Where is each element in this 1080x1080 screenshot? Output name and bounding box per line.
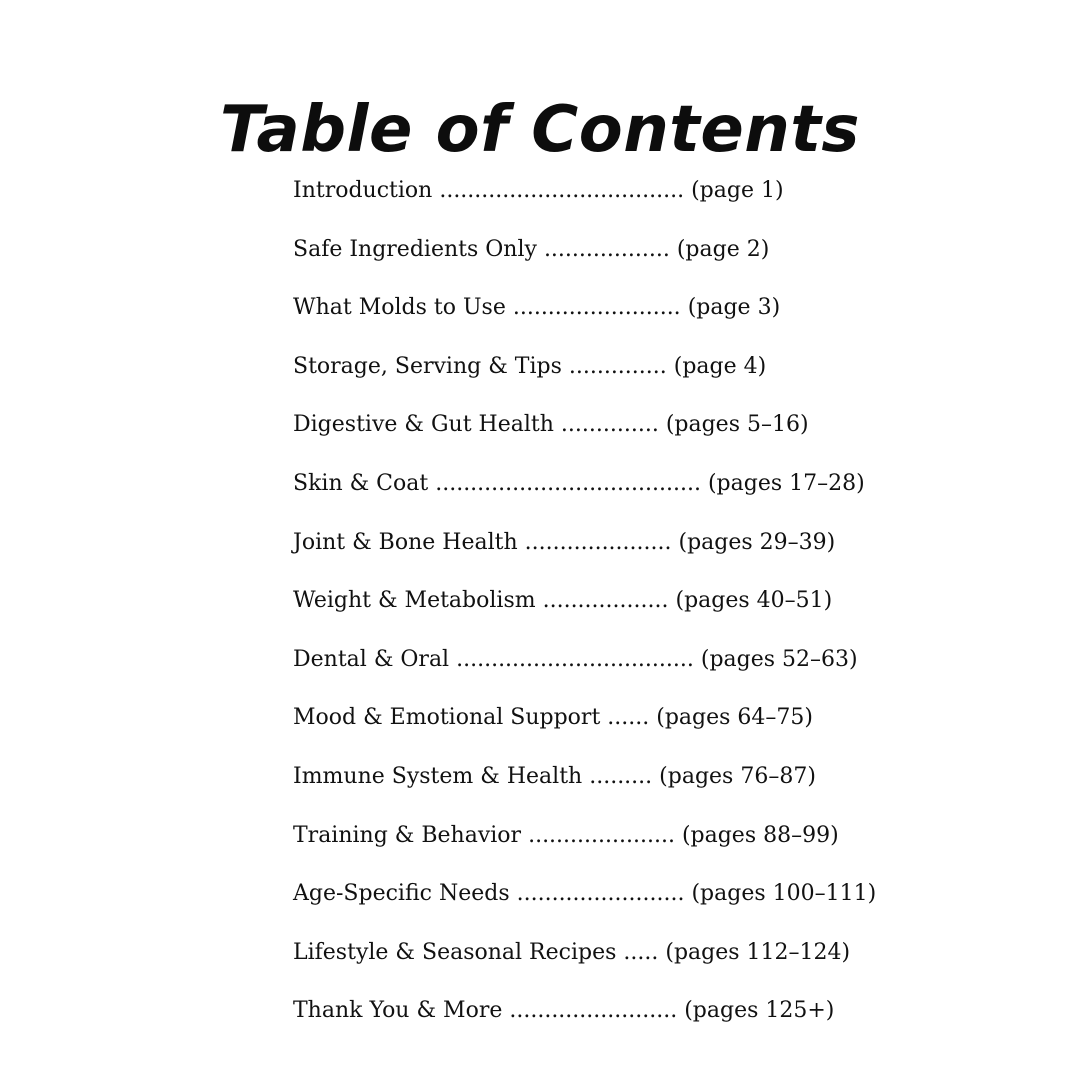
toc-leader-dots: ..................: [543, 236, 670, 262]
toc-entry-pages: (pages 76–87): [659, 763, 816, 789]
toc-entry-pages: (pages 52–63): [700, 646, 858, 672]
toc-entry-label: Training & Behavior: [293, 822, 522, 848]
toc-leader-dots: ........................: [516, 881, 685, 907]
toc-list: [293, 170, 877, 1049]
toc-entry-label: Lifestyle & Seasonal Recipes: [293, 939, 617, 965]
toc-entry-label: Immune System & Health: [293, 763, 583, 789]
toc-entry: [293, 463, 865, 522]
toc-leader-dots: .........: [589, 763, 653, 789]
toc-entry: [293, 580, 853, 639]
toc-leader-dots: .....................: [524, 529, 672, 555]
toc-leader-dots: ......: [607, 705, 650, 731]
toc-leader-dots: ..............: [560, 412, 659, 438]
toc-entry-pages: (page 2): [676, 236, 770, 262]
toc-entry: [293, 932, 853, 991]
toc-leader-dots: ..................: [542, 588, 669, 614]
toc-entry-pages: (pages 17–28): [707, 470, 865, 496]
toc-entry: [293, 873, 877, 932]
toc-entry-pages: (page 3): [687, 295, 781, 321]
toc-entry-label: Dental & Oral: [293, 646, 450, 672]
toc-entry-pages: (pages 88–99): [681, 822, 839, 848]
page-title: Table of Contents: [219, 92, 861, 167]
toc-entry-label: Skin & Coat: [293, 470, 429, 496]
toc-leader-dots: ......................................: [435, 470, 701, 496]
toc-leader-dots: .....: [623, 939, 659, 965]
toc-entry: [293, 815, 853, 874]
toc-entry: [293, 522, 853, 581]
toc-leader-dots: ..................................: [456, 646, 694, 672]
toc-entry: [293, 404, 853, 463]
toc-entry-label: Introduction: [293, 178, 433, 203]
toc-entry-pages: (pages 100–111): [691, 881, 877, 907]
toc-entry-pages: (pages 112–124): [665, 939, 851, 965]
toc-entry-label: What Molds to Use: [293, 295, 506, 321]
toc-entry: [293, 229, 853, 288]
toc-leader-dots: ..............: [568, 353, 667, 379]
toc-leader-dots: ........................: [512, 295, 681, 321]
toc-leader-dots: ...................................: [439, 178, 685, 203]
toc-entry-pages: (page 4): [673, 353, 767, 379]
toc-leader-dots: .....................: [528, 822, 675, 848]
toc-entry-label: Weight & Metabolism: [293, 588, 536, 614]
toc-entry: [293, 990, 853, 1049]
toc-entry: [293, 287, 853, 346]
toc-entry: [293, 346, 853, 405]
toc-entry-label: Digestive & Gut Health: [293, 412, 554, 438]
toc-entry-pages: (pages 64–75): [656, 705, 813, 731]
toc-entry-pages: (pages 40–51): [675, 588, 833, 614]
toc-entry-label: Mood & Emotional Support: [293, 705, 601, 731]
toc-entry: [293, 170, 853, 229]
toc-entry-label: Age-Specific Needs: [293, 881, 510, 907]
toc-entry-pages: (pages 125+): [684, 998, 835, 1024]
toc-entry-label: Thank You & More: [293, 998, 503, 1024]
toc-entry-pages: (page 1): [691, 178, 784, 203]
toc-entry: [293, 697, 853, 756]
toc-entry-pages: (pages 29–39): [678, 529, 836, 555]
toc-entry: [293, 639, 858, 698]
toc-entry-label: Safe Ingredients Only: [293, 236, 537, 262]
toc-leader-dots: ........................: [509, 998, 678, 1024]
toc-entry-label: Storage, Serving & Tips: [293, 353, 562, 379]
toc-entry: [293, 756, 853, 815]
toc-entry-pages: (pages 5–16): [665, 412, 809, 438]
toc-entry-label: Joint & Bone Health: [293, 529, 518, 555]
